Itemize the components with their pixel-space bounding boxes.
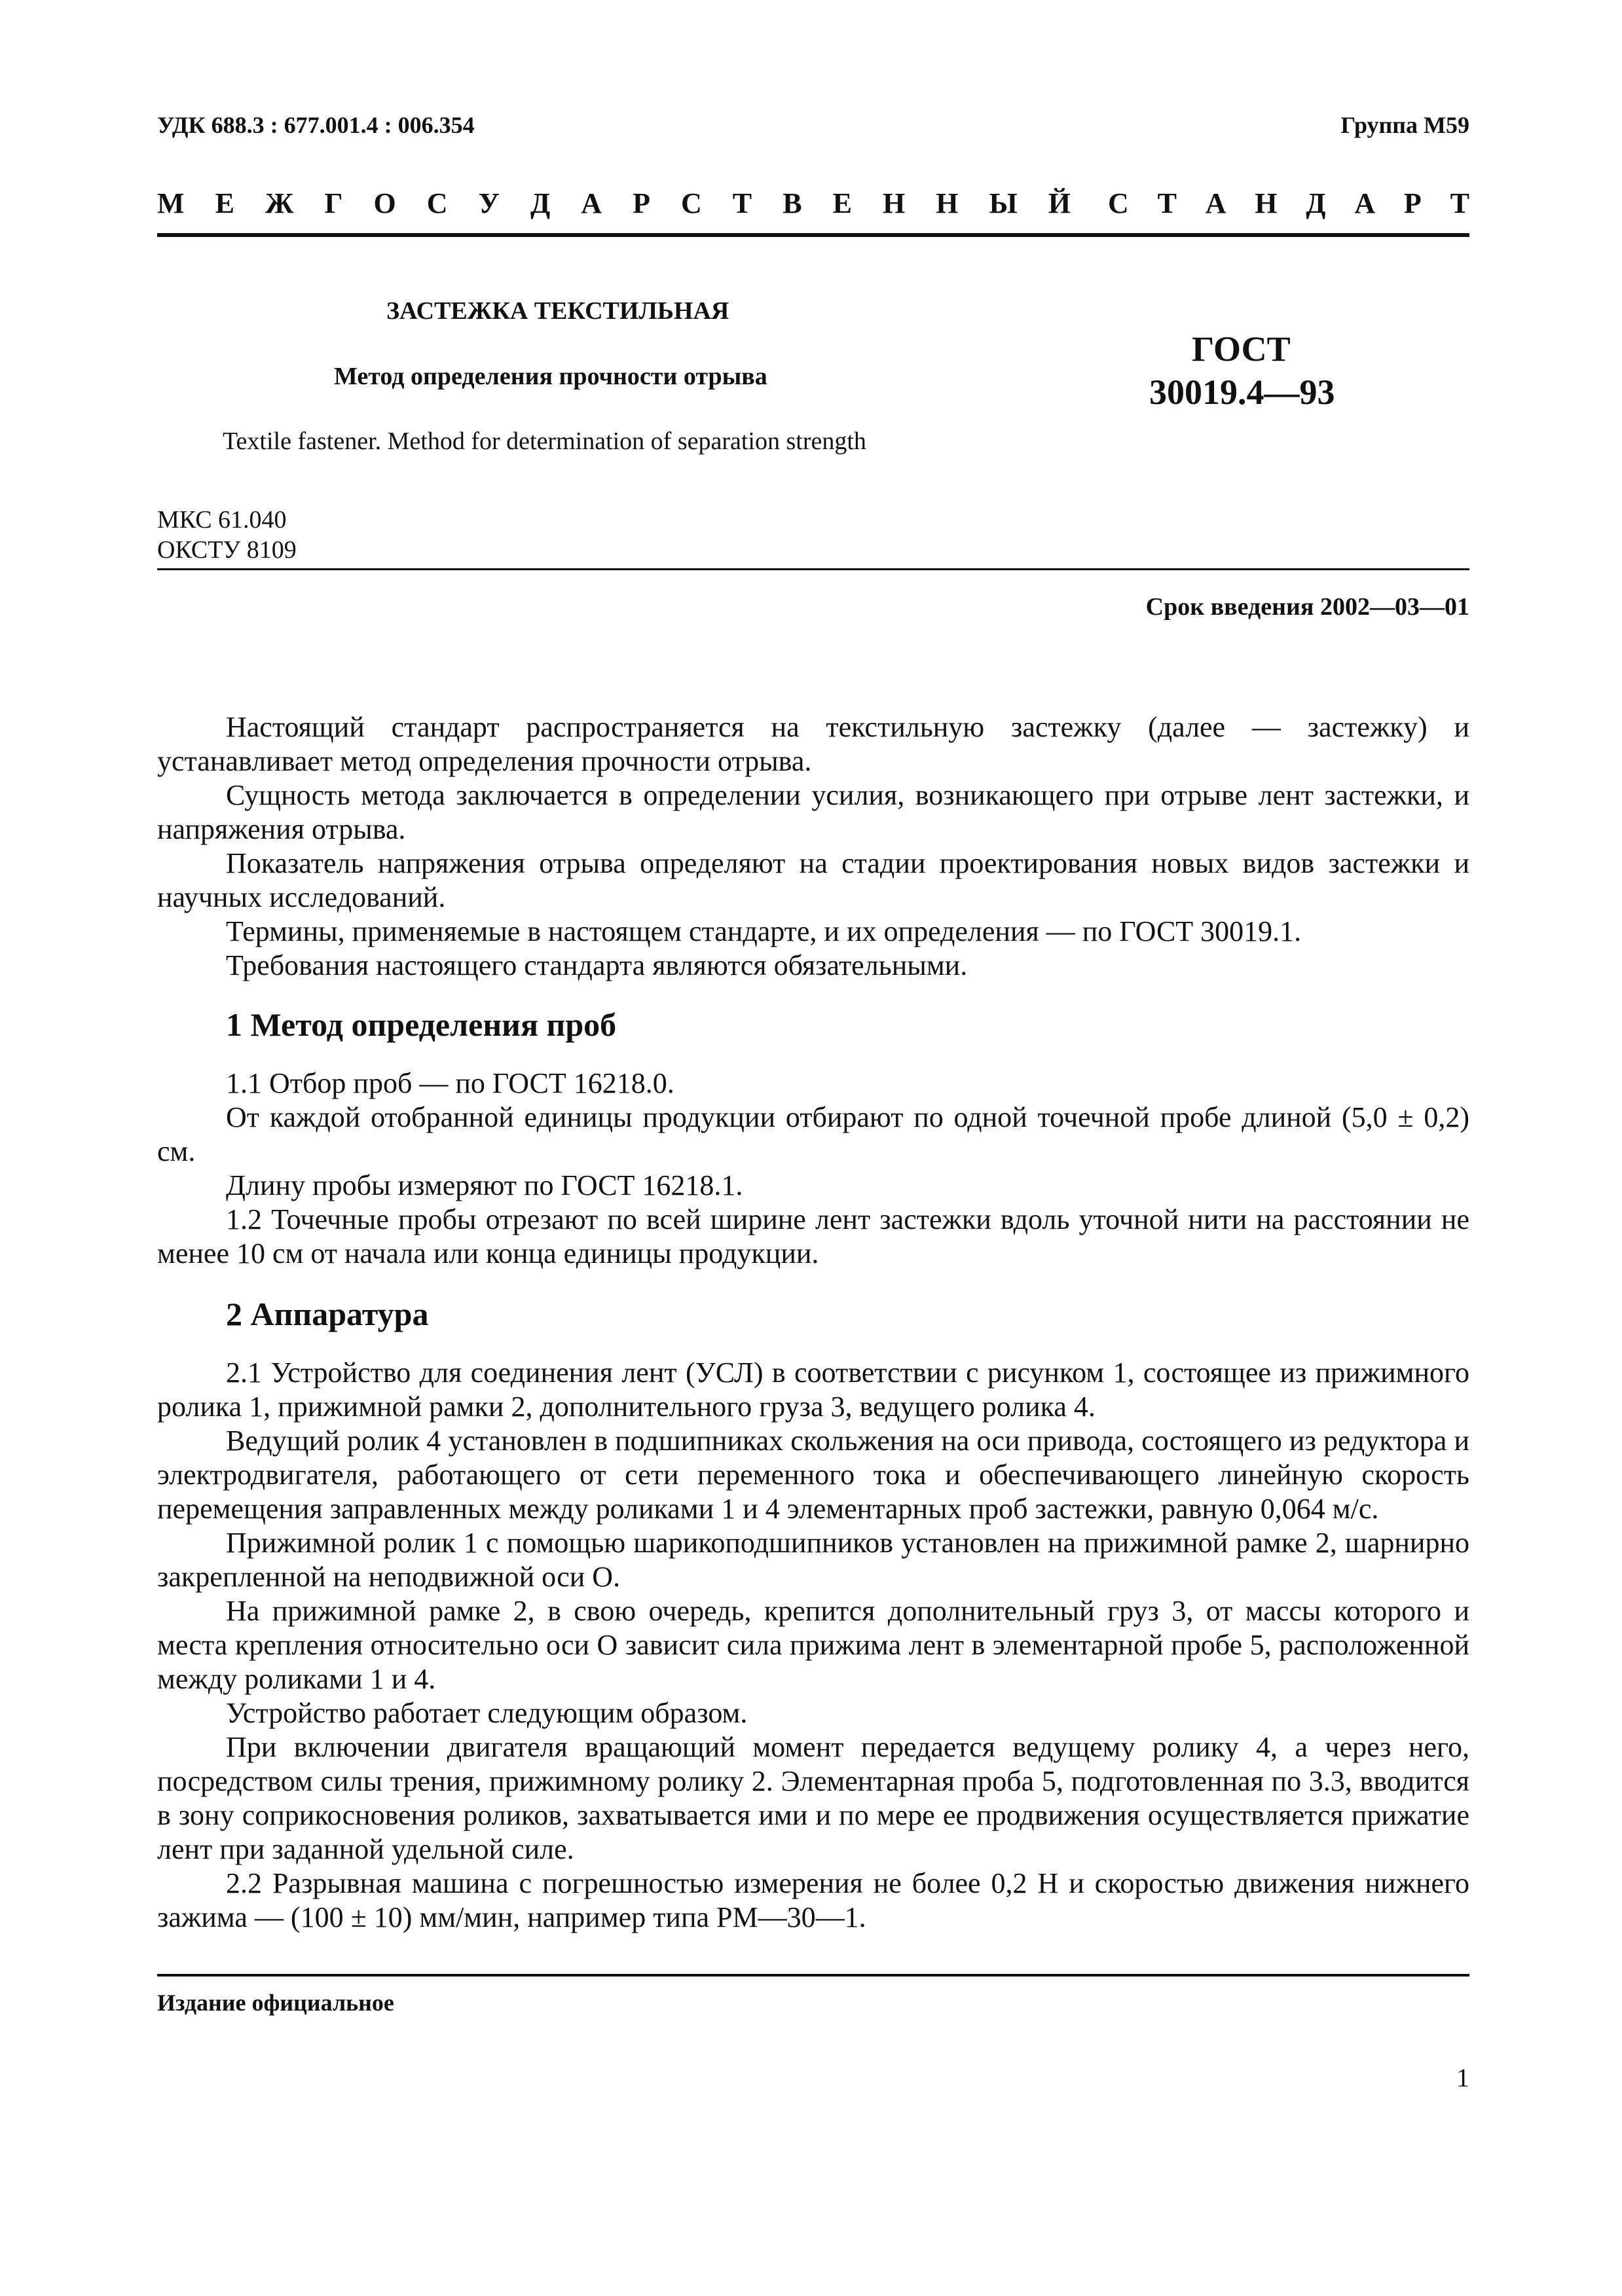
section-2-heading: 2 Аппаратура xyxy=(226,1296,429,1332)
section-2-paragraph: При включении двигателя вращающий момент передается ведущему ролику 4, а через него, посредством силы трения, прижимному ролику 2. Элементарная проба 5, подготовленная по 3.3, вводится в зону соприкосновения роликов, захватывается ими и по мере ее продвижения осуществляется прижатие лент при заданной удельной силе. xyxy=(157,1731,1469,1865)
section-1-paragraph: 1.2 Точечные пробы отрезают по всей ширине лент застежки вдоль уточной нити на расстоянии не менее 10 см от начала или конца единицы продукции. xyxy=(157,1203,1469,1269)
banner-letter: М xyxy=(157,187,185,219)
banner-letter: Ж xyxy=(265,187,294,219)
banner-letter: В xyxy=(783,187,802,219)
intro-paragraph: Сущность метода заключается в определении усилия, возникающего при отрыве лент застежки, и напряжения отрыва. xyxy=(157,779,1469,845)
standard-banner xyxy=(157,187,1469,220)
okstu-code: ОКСТУ 8109 xyxy=(157,536,297,564)
section-2-paragraph: Ведущий ролик 4 установлен в подшипниках скольжения на оси привода, состоящего из редуктора и электродвигателя, работающего от сети переменного тока и обеспечивающего линейную скорость перемещения заправленных между роликами 1 и 4 элементарных проб застежки, равную 0,064 м/с. xyxy=(157,1425,1469,1525)
section-2-paragraph: 2.2 Разрывная машина с погрешностью измерения не более 0,2 Н и скоростью движения нижнего зажима — (100 ± 10) мм/мин, например типа РМ—30—1. xyxy=(157,1867,1469,1933)
page-number: 1 xyxy=(1456,2063,1469,2092)
banner-letter: Г xyxy=(324,187,343,219)
intro-paragraph: Настоящий стандарт распространяется на текстильную застежку (далее — застежку) и устанавливает метод определения прочности отрыва. xyxy=(157,711,1469,777)
english-title: Textile fastener. Method for determination of separation strength xyxy=(223,428,866,455)
banner-letter: Т xyxy=(1157,187,1177,219)
banner-letter: С xyxy=(680,187,702,219)
gost-number: 30019.4—93 xyxy=(1149,373,1335,412)
banner-letter: С xyxy=(1108,187,1129,219)
banner-letter: Н xyxy=(936,187,959,219)
udk-code: УДК 688.3 : 677.001.4 : 006.354 xyxy=(157,112,475,138)
banner-left-text xyxy=(157,187,1071,220)
group-code: Группа М59 xyxy=(1340,112,1469,138)
banner-letter: Й xyxy=(1048,187,1071,219)
banner-letter: Д xyxy=(1306,187,1326,219)
document-subtitle: Метод определения прочности отрыва xyxy=(334,363,767,390)
section-2-paragraph: На прижимной рамке 2, в свою очередь, крепится дополнительный груз 3, от массы которого и места крепления относительно оси О зависит сила прижима лент в элементарной пробе 5, расположенной между роликами 1 и 4. xyxy=(157,1595,1469,1695)
section-1-heading: 1 Метод определения проб xyxy=(226,1006,617,1043)
effective-date: Срок введения 2002—03—01 xyxy=(1145,593,1469,621)
intro-paragraph: Показатель напряжения отрыва определяют на стадии проектирования новых видов застежки и научных исследований. xyxy=(157,847,1469,913)
banner-letter: Т xyxy=(732,187,752,219)
banner-letter: Е xyxy=(832,187,852,219)
mks-code: МКС 61.040 xyxy=(157,506,287,534)
banner-letter: Р xyxy=(1403,187,1422,219)
banner-letter: А xyxy=(1354,187,1376,219)
banner-letter: Р xyxy=(633,187,650,219)
section-2-paragraph: 2.1 Устройство для соединения лент (УСЛ) в соответствии с рисунком 1, состоящее из прижимного ролика 1, прижимной рамки 2, дополнительного груза 3, ведущего ролика 4. xyxy=(157,1357,1469,1423)
gost-label: ГОСТ xyxy=(1192,329,1291,369)
footer-rule xyxy=(157,1974,1469,1977)
section-1-paragraph: Длину пробы измеряют по ГОСТ 16218.1. xyxy=(226,1169,743,1201)
edition-note: Издание официальное xyxy=(157,1990,394,2016)
banner-letter: Н xyxy=(882,187,906,219)
banner-letter: О xyxy=(373,187,396,219)
banner-letter: А xyxy=(581,187,602,219)
banner-letter: У xyxy=(478,187,500,219)
section-2-paragraph: Устройство работает следующим образом. xyxy=(226,1697,748,1729)
section-1-paragraph: 1.1 Отбор проб — по ГОСТ 16218.0. xyxy=(226,1067,674,1099)
banner-letter: Ы xyxy=(989,187,1018,219)
banner-letter: Н xyxy=(1255,187,1278,219)
section-1-paragraph: От каждой отобранной единицы продукции отбирают по одной точечной пробе длиной (5,0 ± 0,2) см. xyxy=(157,1101,1469,1167)
intro-paragraph: Термины, применяемые в настоящем стандарте, и их определения — по ГОСТ 30019.1. xyxy=(226,915,1302,947)
banner-letter: Е xyxy=(215,187,234,219)
section-2-paragraph: Прижимной ролик 1 с помощью шарикоподшипников установлен на прижимной рамке 2, шарнирно закрепленной на неподвижной оси О. xyxy=(157,1527,1469,1593)
banner-letter: А xyxy=(1205,187,1226,219)
intro-paragraph: Требования настоящего стандарта являются обязательными. xyxy=(226,949,968,981)
document-title: ЗАСТЕЖКА ТЕКСТИЛЬНАЯ xyxy=(386,297,729,325)
classification-rule xyxy=(157,568,1469,570)
banner-letter: Т xyxy=(1450,187,1469,219)
header-rule xyxy=(157,233,1469,237)
banner-letter: Д xyxy=(530,187,551,219)
banner-letter: С xyxy=(426,187,448,219)
banner-right-text xyxy=(1108,187,1469,220)
document-body xyxy=(157,710,1469,1935)
